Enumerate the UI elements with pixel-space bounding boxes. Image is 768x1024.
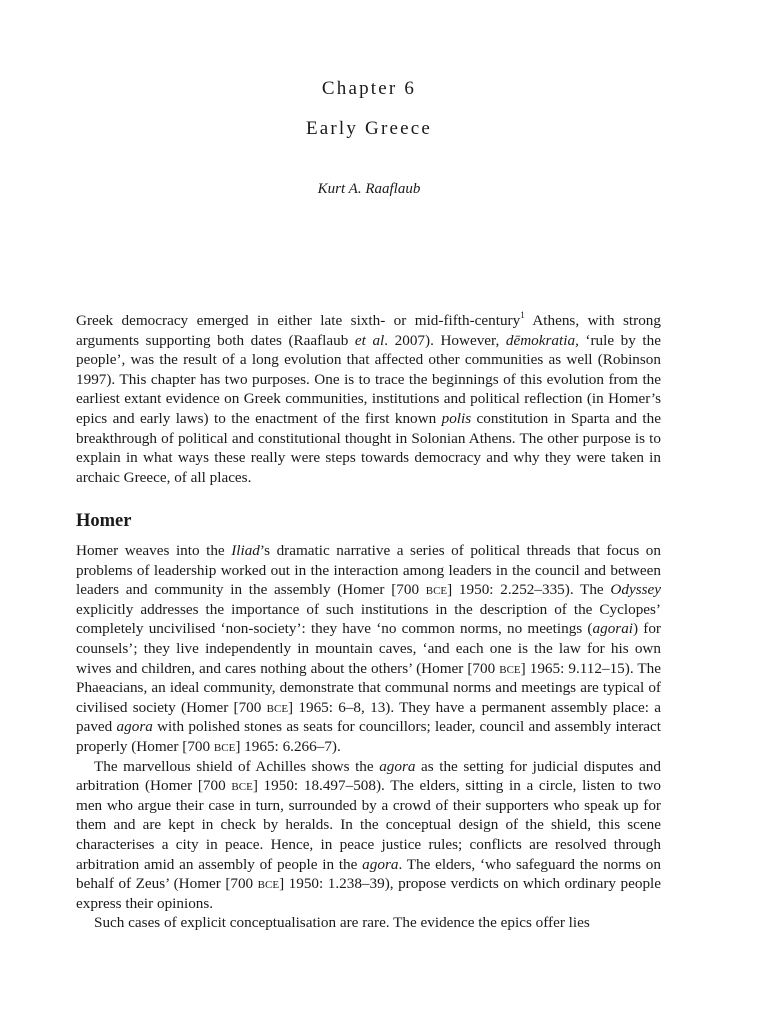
text-run: with polished stones as seats for councillors; leader, council and assembly interact properly (Homer [700 [76, 718, 661, 755]
italic-run: agora [379, 757, 416, 775]
footnote-marker[interactable]: 1 [520, 309, 525, 320]
homer-paragraph-1 [76, 541, 661, 757]
text-run: ] 1950: 2.252–335). The [447, 581, 611, 599]
text-run: . The elders, ‘who safeguard the norms on behalf of Zeus’ (Homer [700 [76, 855, 661, 893]
italic-run: agora [362, 855, 399, 873]
small-caps-run: bce [425, 581, 448, 599]
intro-text [76, 311, 661, 487]
text-run: ] 1950: 1.238–39), propose verdicts on which ordinary people express their opinions. [76, 875, 662, 912]
chapter-label: Chapter 6 [321, 78, 417, 99]
text-run: explicitly addresses the importance of such institutions in the description of the Cyclopes’ completely uncivilised ‘non-society’: they have ‘no common norms, no meetings ( [76, 600, 661, 638]
text-run: Homer weaves into the [76, 542, 232, 559]
small-caps-run: bce [231, 777, 253, 795]
text-run: Athens, with strong arguments supporting both dates (Raaflaub [76, 312, 661, 349]
italic-run: dēmokratia [505, 331, 576, 349]
small-caps-run: bce [266, 698, 289, 716]
small-caps-run: bce [499, 659, 521, 677]
text-run: , ‘rule by the people’, was the result of a long evolution that affected other communities as well (Robinson 1997). This chapter has two purposes. One is to trace the beginnings of this evolution from the earliest extant evidence on Greek communities, institutions and political reflection (in Homer’s epics and early laws) to the enactment of the first known [76, 331, 661, 427]
italic-run: et al [354, 331, 385, 349]
italic-run: agorai [592, 620, 634, 638]
italic-run: Iliad [231, 542, 260, 559]
chapter-title: Early Greece [305, 118, 433, 139]
italic-run: agora [116, 718, 153, 736]
homer-paragraph-2 [76, 757, 661, 914]
italic-run: polis [441, 409, 472, 427]
text-run: ] 1950: 18.497–508). The elders, sitting in a circle, listen to two men who argue their case in turn, surrounded by a crowd of their supporters who speak up for them and are kept in check by heralds. In the conceptual design of the shield, this scene characterises a city in peace. Hence, in peace justice rules; conflicts are resolved through arbitration amid an assembly of people in the [76, 777, 662, 873]
small-caps-run: bce [213, 737, 236, 755]
text-run: ’s dramatic narrative a series of political threads that focus on problems of leadership worked out in the interaction among leaders in the council and between leaders and community in the assembly (Homer [700 [76, 542, 661, 599]
author-name: Kurt A. Raaflaub [317, 181, 421, 197]
text-run: ) for counsels’; they live independently in mountain caves, ‘and each one is the law for his own wives and children, and cares nothing about the others’ (Homer [700 [76, 620, 661, 677]
section-heading: Homer [76, 511, 132, 531]
text-run: constitution in Sparta and the breakthrough of political and constitutional thought in Solonian Athens. The other purpose is to explain in what ways these really were steps towards democracy and why they were taken in archaic Greece, of all places. [76, 409, 661, 486]
text-run: ] 1965: 6.266–7). [235, 737, 341, 755]
text-run: . 2007). However, [384, 331, 506, 349]
text-run: ] 1965: 9.112–15). The Phaeacians, an ideal community, demonstrate that communal norms and meetings are typical of civilised society (Homer [700 [76, 659, 661, 716]
homer-paragraph-3: Such cases of explicit conceptualisation are rare. The evidence the epics offer lies [94, 914, 590, 932]
text-run: The marvellous shield of Achilles shows the [94, 757, 380, 775]
text-run: ] 1965: 6–8, 13). They have a permanent assembly place: a paved [76, 698, 661, 736]
homer-section-body [76, 541, 661, 933]
italic-run: Odyssey [610, 581, 661, 599]
small-caps-run: bce [257, 875, 280, 893]
text-run: Greek democracy emerged in either late sixth- or mid-fifth-century [76, 312, 521, 329]
text-run: as the setting for judicial disputes and arbitration (Homer [700 [76, 757, 661, 795]
intro-paragraph [76, 311, 661, 487]
